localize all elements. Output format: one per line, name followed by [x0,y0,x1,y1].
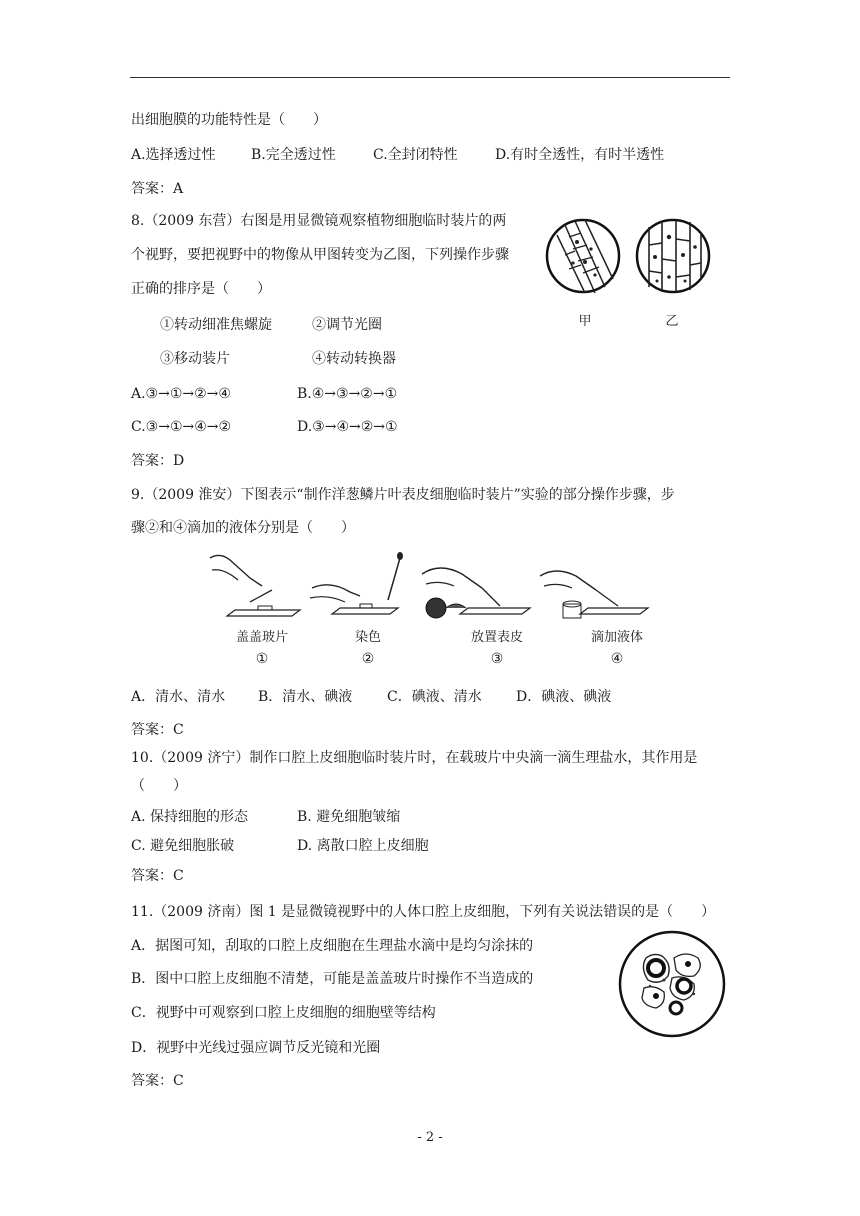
q8-stem-line3: 正确的排序是（ ） [131,281,271,297]
q7-option-d: D.有时全透性，有时半透性 [495,147,665,163]
step-add-liquid-image [540,571,648,618]
q9-option-c: C．碘液、清水 [387,689,482,705]
q8-step-3: ③移动装片 [160,351,230,367]
q11-option-c: C．视野中可观察到口腔上皮细胞的细胞壁等结构 [131,1005,436,1021]
q8-stem-line2: 个视野，要把视野中的物像从甲图转变为乙图，下列操作步骤 [131,247,509,263]
q7-option-b: B.完全透过性 [251,147,336,163]
step-number-1: ① [255,651,269,667]
q8-stem-line1: 8.（2009 东营）右图是用显微镜观察植物细胞临时装片的两 [131,213,507,229]
q10-option-d: D. 离散口腔上皮细胞 [297,838,429,854]
step-place-epidermis-image [422,568,530,618]
step-number-4: ④ [610,651,624,667]
step-caption-1: 盖盖玻片 [235,630,288,645]
q7-option-a: A.选择透过性 [131,147,216,163]
step-number-2: ② [361,651,375,667]
q11-answer: 答案：C [131,1073,184,1089]
q11-option-a: A．据图可知，刮取的口腔上皮细胞在生理盐水滴中是均匀涂抹的 [131,938,534,954]
step-caption-2: 染色 [354,630,381,645]
q9-stem-line1: 9.（2009 淮安）下图表示“制作洋葱鳞片叶表皮细胞临时装片”实验的部分操作步骤，步 [131,487,675,503]
header-rule [130,77,730,78]
field-yi-image [637,220,709,292]
q8-option-d: D.③→④→②→① [297,419,398,435]
page-number: - 2 - [417,1130,443,1145]
q11-cheek-cells-figure [614,928,730,1040]
figure-label-jia: 甲 [578,314,592,329]
q7-stem-tail: 出细胞膜的功能特性是（ ） [131,112,327,128]
q10-answer: 答案：C [131,868,184,884]
q10-stem-line2: （ ） [131,778,187,794]
q8-microscope-figure [545,215,715,330]
figure-label-yi: 乙 [665,314,679,329]
q8-option-b: B.④→③→②→① [297,386,398,402]
q9-option-a: A．清水、清水 [131,689,226,705]
q9-procedure-figure [200,550,660,626]
q7-answer: 答案：A [131,181,184,197]
step-number-3: ③ [490,651,504,667]
q9-stem-line2: 骤②和④滴加的液体分别是（ ） [131,520,355,536]
q8-option-c: C.③→①→④→② [131,419,232,435]
q8-option-a: A.③→①→②→④ [131,386,231,402]
q8-answer: 答案：D [131,453,185,469]
q8-step-2: ②调节光圈 [312,317,382,333]
q9-option-b: B．清水、碘液 [258,689,353,705]
step-caption-4: 滴加液体 [590,630,643,645]
q10-option-c: C. 避免细胞胀破 [131,838,235,854]
q10-option-a: A. 保持细胞的形态 [131,809,249,825]
field-jia-image [547,220,619,293]
q11-stem-line1: 11.（2009 济南）图 1 是显微镜视野中的人体口腔上皮细胞，下列有关说法错误的是（ ） [131,904,716,920]
step-caption-3: 放置表皮 [470,630,523,645]
q9-option-d: D．碘液、碘液 [516,689,612,705]
step-cover-slip-image [210,555,300,616]
q8-step-1: ①转动细准焦螺旋 [160,317,272,333]
q10-option-b: B. 避免细胞皱缩 [297,809,401,825]
q11-option-d: D．视野中光线过强应调节反光镜和光圈 [131,1040,381,1056]
q11-option-b: B．图中口腔上皮细胞不清楚，可能是盖盖玻片时操作不当造成的 [131,971,534,987]
q7-option-c: C.全封闭特性 [373,147,458,163]
q9-answer: 答案：C [131,722,184,738]
step-stain-image [310,552,403,614]
q8-step-4: ④转动转换器 [312,351,396,367]
q10-stem-line1: 10.（2009 济宁）制作口腔上皮细胞临时装片时，在载玻片中央滴一滴生理盐水，其作用是 [131,750,698,766]
